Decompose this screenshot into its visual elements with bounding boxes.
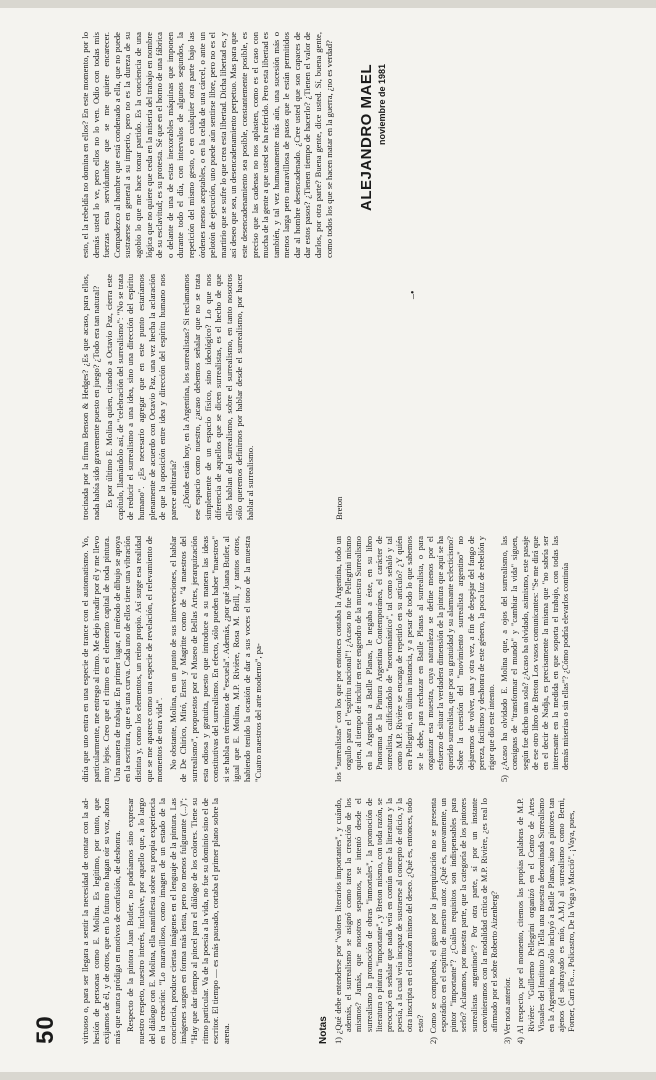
- paragraph: ¿Dónde están hoy, en la Argentina, los surrealistas? Si reclamamos ese espacio como nuestro, ¿acaso debemos señalar que no se trata simplemente de un espacio físico, sino ideológico? Lo que nos diferencia de aquellos que se dicen surrealistas, es el hecho de que ellos hablan del surrealismo, sobre el surrealismo, en tanto nosotros sólo queremos definirnos por hablar desde el surrealismo, por hacer hablar al surrealismo.: [181, 274, 255, 520]
- paragraph: Breton: [334, 496, 344, 520]
- page-number: 50: [32, 1015, 59, 1044]
- footnote: 3) Ver nota anterior.: [503, 977, 513, 1044]
- paragraph: Respecto de la pintora Juan Butler, no podríamos sino expresar nuestro respeto, nuestro interés, inclusive, por aquello que, a lo largo del diálogo con E. Molina, ella manifiesta sobre su propia experiencia en la creación: "Lo maravilloso, como imagen de un estado de la conciencia, produce ciertas imágenes en el lenguaje de la pintura. Las imágenes surgen en forma más lenta, pero no menos fulgurante (...)"; "Hay que dar tiempo al pincel para el diálogo de los colores. Tiene su ritmo particular. Va de la poesía a la vida, no fue su dominio sino el de escritor. El tiempo — es más pausado, cortaba el primer plano sobre la arena.: [125, 798, 231, 1044]
- paragraph: Es por último E. Molina quien, citando a Octavio Paz, cierra este capítulo, llamándolo así, de "celebración del surrealismo": "No se trata de reducir el surrealismo a una idea, sino una dirección del espíritu humano". ¿Es necesario agregar que en este punto estaríamos plenamente de acuerdo con Octavio Paz, una vez hecha la aclaración de que la oposición entre idea y dirección del espíritu humano nos parece arbitraria?: [104, 274, 178, 520]
- notes-column-1: [334, 798, 624, 1044]
- notes-column-2: [334, 536, 624, 782]
- paragraph: esto, el la rebeldía no domina en ellos? En este momento, por lo demás usted lo ve, pero ellos no lo ven. Odio con todas mis fuerzas esta servidumbre que se me quiere encarecer. Compadezco al hombre que está condenado a ella, que no puede sustraerse en general a su imperio, pero no es la dureza de su agobio lo que me hace tomar partido. Es la conciencia de una lógica que no quiere que ceda en la miseria del trabajo en nombre de su esclavitud; es su protesta. Sé que en el horno de una fábrica o delante de una de estas inexorables máquinas que imponen durante todo el día, con intervalos de algunos segundos, la repetición del mismo gesto, o en cualquier otra parte bajo las órdenes menos aceptables, o en la celda de una cárcel, o ante un pelotón de ejecución, uno puede aún sentirse libre, pero no es el martirio que se sufre lo que crea esta libertad. Dicha libertad es, y así deseo que sea, un desencadenamiento perpetuo. Mas para que este desencadenamiento sea posible, constantemente posible, es preciso que las cadenas no nos aplasten, como es el caso con mucha de la gente a que usted se ha referido. Pero esta libertad es también, y tal vez humanamente más aún, una sucesión más o menos larga pero maravillosa de pasos que le están permitidos dar al hombre desencadenado. ¿Cree usted que son capaces de dar estos pasos? ¿Tienen tiempo de hacerlo? ¿Tienen el valor de darlos, por otra parte? Buena gente, dice usted. Sí, buena gente, como todos los que se hacen matar en la guerra, ¿no es verdad?: [80, 32, 334, 258]
- author-name: ALEJANDRO MAEL: [358, 64, 375, 212]
- body-column-2: [80, 536, 310, 782]
- paragraph: diría que uno entra en una especie de trance con el automatismo. Yo, particularmente, me entrego al ritmo. Me dejo invadir por él y me llevo muy lejos. Creo que el ritmo es el elemento capital de toda pintura. Una manera de trabajar. En primer lugar, el método de dibujo se apoya en la escritura, que es una curva. Cada uno de ellos tiene una vibración distinta y, como los elementos, un reino propio. Así surge esa realidad que se me aparece como una especie de revelación, el relevamiento de momentos de otra vida".: [80, 536, 165, 782]
- body-column-4: [80, 32, 334, 258]
- paragraph: virtuoso o, para ser llegara a sentir la necesidad de contar con la ad-hesión de personas como E. Molina. Es legítimo, por tanto, que exijamos de él, y de otros, que en lo futuro no hagan oír su voz, ahora más que nunca pródiga en motivos de confusión, de deshonra.: [80, 798, 122, 1044]
- author-date: noviembre de 1981: [377, 64, 387, 146]
- rotated-content: [28, 32, 628, 1044]
- footnote: 1) ¿Qué debe entenderse por "valores literarios importantes", y cuándo, además, el surrealismo se asignó como tarea la creación de los mismos? Jamás, que nosotros sepamos, se intentó desde el surrealismo la promoción de obras "inmortales", la promoción de literatura o pintura "importante", y Breton mismo, con toda razón, se preocupó en señalar que nada veía en común entre la literatura y la poesía, a la cual veía incapaz de sustraerse al concepto de oficio, y la otra inscripta en el corazón mismo del deseo. ¿Qué es, entonces, todo esto?: [334, 798, 425, 1044]
- body-column-3: [80, 274, 310, 520]
- notes-heading: Notas: [318, 1016, 329, 1044]
- paragraph: trocinada por la firma Benson & Hedges? ¿Es que acaso, para ellos, nada había sido gravemente puesto en juego? ¿Todo era tan natural?: [80, 274, 101, 520]
- body-column-1: [80, 798, 310, 1044]
- footnote: 5) ¿Acaso ha olvidado E. Molina que, a ojos del surrealismo, las consignas de "transformar el mundo" y "cambiar la vida" siguen, según fue dicho una sola? ¿Acaso ha olvidado, asimismo, este pasaje de ese otro libro de Breton Los vasos comunicantes: "Se me dirá que en el decir de Nadja, es precisamente la misma que "no sabría ser interesante en la medida en que soporta el trabajo, con todas las demás miserias o sin ellas"? ¿Cómo podría elevarlos continúa: [500, 536, 571, 782]
- footnote: los "surrealistas" con los que por entonces contaba la Argentina, todo un orgullo para el "espíritu nacional"! ¿Acaso no fue Pellegrini mismo quien, al tiempo de incluir en ese engendro de la muestra Surrealismo en la Argentina a Batlle Planas, le negaba a éste, en su libro Panorama de la Pintura Argentina Contemporánea, el carácter de surrealista, calificándolo de "neorromántico", tal como señaló y tal como M.P. Rivière se encarga de repetirlo en su artículo? ¿Y quién era Pellegrini, en última instancia, y a pesar de todo lo que sabemos se le debe, para rechazar en Batlle Planas al surrealista, o para organizar esa muestra, cuya naturaleza se define menos por el esfuerzo de situar la verdadera dimensión de la pintura que aquí se ha querido surrealista, que por su gratuidad y su alarmante eclecticismo? Sobre la cuestión del "movimiento surrealista argentino" no dejaremos de volver, una y otra vez, a fin de despejar del fango de pereza, facilismo y deshonra de este género, la poca luz de rebelión y rigor que dio este intento.: [334, 536, 497, 782]
- separator-mark: –•: [408, 290, 419, 299]
- footnote: 4) Al respecto, por el momento, citemos las propias palabras de M.P. Rivière: "Guillermo Pellegrini organizó en el Centro de Artes Visuales del Instituto Di Tella una muestra denominada Surrealismo en la Argentina, no sólo incluyó a Batlle Planas, sino a pintores tan ajenos (el subrayado es mío, A.M.) al surrealismo como Berni, Forner, Carri Fo..., Policastro, De la Vega y Macció". ¡Vaya, pues,: [516, 798, 577, 1044]
- footnote: 2) Como se comprueba, el gusto por la jerarquización no se presenta esporádico en el espíritu de nuestro autor. ¿Qué es, nuevamente, un pintor "importante"? ¿Cuáles requisitos son indispensables para serlo? Aclaramos, por nuestra parte, que la categoría de los pintores surrealistas argentinos"? Por otra parte, sí por un instante convinieramos con la modalidad crítica de M.P. Rivière, ¿es real lo afirmado por el sobre Roberto Aizenberg?: [428, 798, 500, 1044]
- paragraph: No obstante, Molina, en un punto de sus intervenciones, el hablar de De Chirico, Miró, Ernst y Magritte como de "4 maestros del surrealismo", propuestos por el Museo de Bellas Artes, jerarquización esta odiosa y gratuita, puesto que introduce a su manera las ideas constitutivas del surrealismo. En efecto, sólo pueden haber "maestros" si se habla en términos de "escuela". Además, ¿por qué Juana Butler, al igual que E. Molina, M.P. Rivière, Rosa M. Brill, y tantos otros, habiendo tenido la ocasión de dar a sus voces el tono de la muestra "Cuatro maestros del arte moderno", pa-: [167, 536, 263, 782]
- author-signature: [358, 64, 387, 244]
- body-column-5: [334, 274, 624, 520]
